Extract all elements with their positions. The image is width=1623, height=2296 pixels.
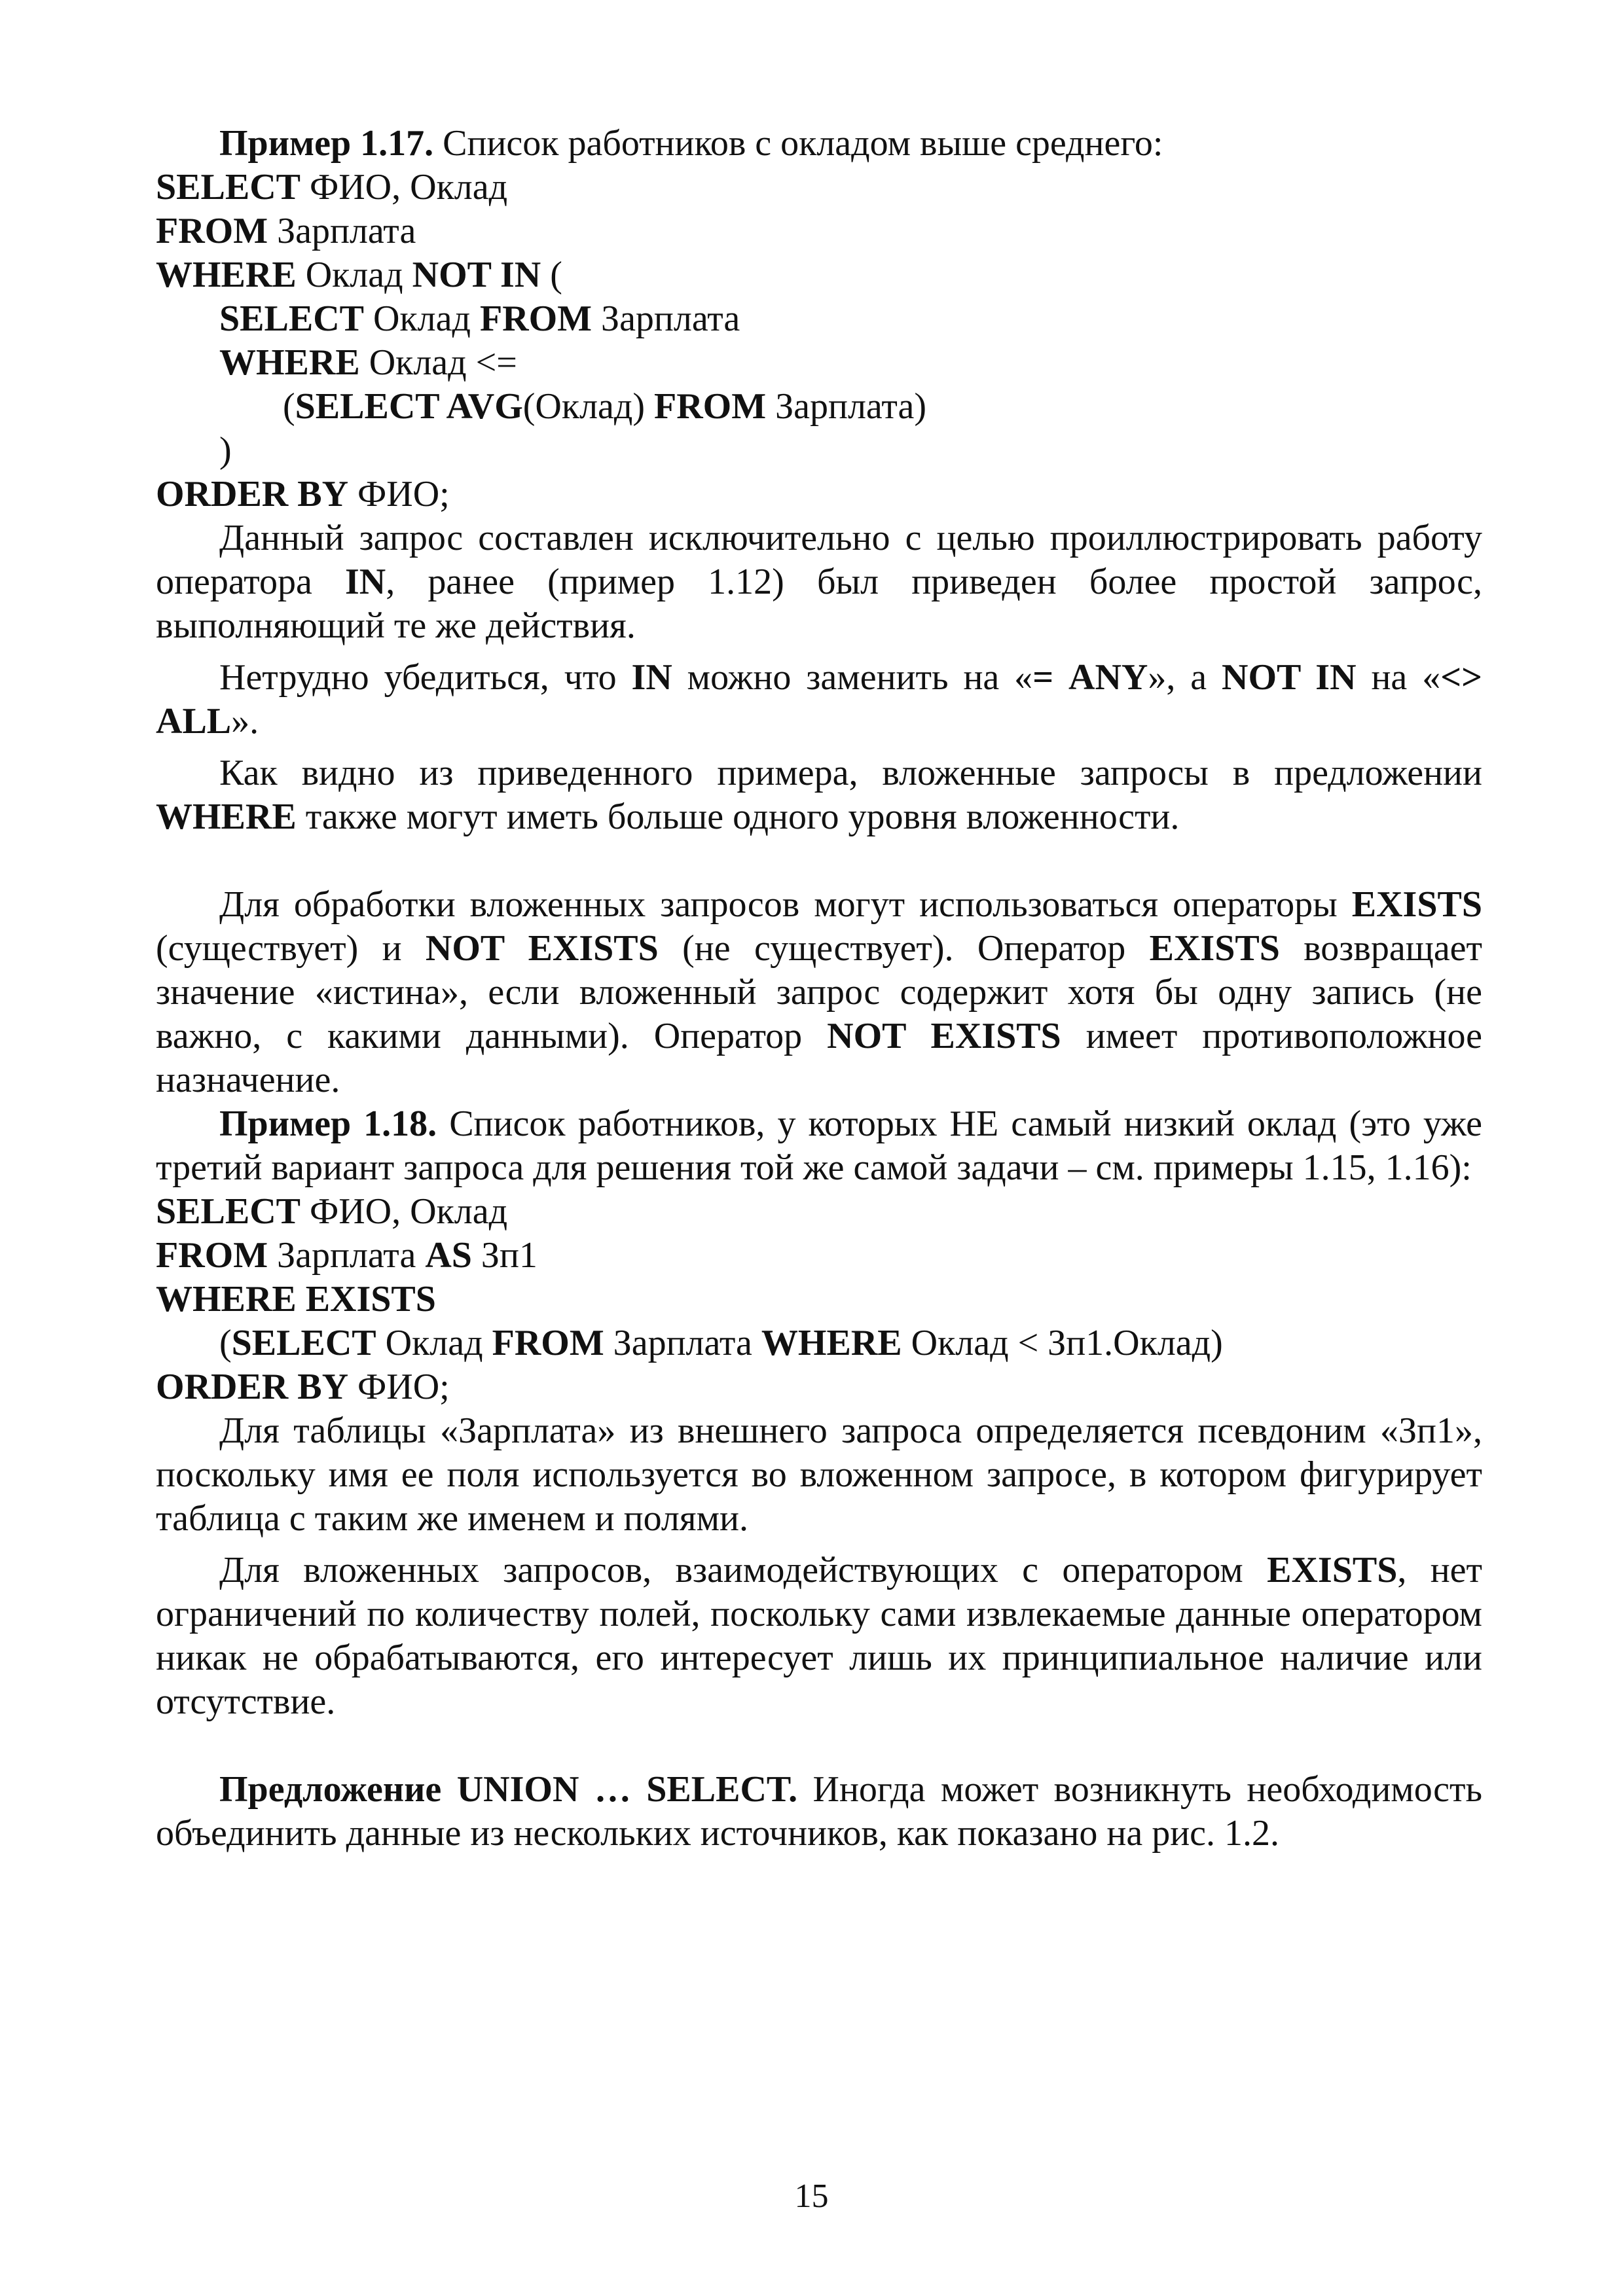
example-heading-label: Пример 1.17. [219,123,434,164]
code-line: WHERE EXISTS [156,1279,436,1319]
paragraph-any-all: Нетрудно убедиться, что IN можно заменить на «= ANY», а NOT IN на «<> ALL». [156,657,1483,742]
code-line: (SELECT Оклад FROM Зарплата WHERE Оклад < Зп1.Оклад) [219,1323,1223,1363]
code-line: SELECT ФИО, Оклад [156,1191,508,1232]
code-line: SELECT Оклад FROM Зарплата [219,298,740,339]
paragraph-alias: Для таблицы «Зарплата» из внешнего запроса определяется псевдоним «Зп1», поскольку имя ее поля используется во вложенном запросе, в котором фигурирует таблица с таким же именем и полями. [156,1410,1482,1539]
page-number: 15 [794,2178,829,2215]
paragraph-exists-fields: Для вложенных запросов, взаимодействующих с оператором EXISTS, нет ограничений по количеству полей, поскольку сами извлекаемые данные оператором никак не обрабатываются, его интересует лишь их принципиальное наличие или отсутствие. [156,1550,1483,1722]
paragraph-exists-intro: Для обработки вложенных запросов могут использоваться операторы EXISTS (существует) и NOT EXISTS (не существует). Оператор EXISTS возвращает значение «истина», если вложенный запрос содержит хотя бы одну запись (не важно, с какими данными). Оператор NOT EXISTS имеет противоположное назначение. [156,884,1482,1100]
code-block-1-18 [156,1190,1482,1409]
code-line: FROM Зарплата AS Зп1 [156,1235,538,1276]
code-line: ORDER BY ФИО; [156,1367,450,1407]
code-block-1-17 [156,166,1482,516]
code-line: WHERE Оклад <= [219,342,517,383]
code-line: SELECT ФИО, Оклад [156,167,508,207]
section-heading: Предложение UNION … SELECT. [219,1769,798,1810]
example-heading-label: Пример 1.18. [219,1103,437,1144]
code-line: ) [219,430,232,471]
code-line: ORDER BY ФИО; [156,474,450,514]
code-line: WHERE Оклад NOT IN ( [156,255,562,295]
code-line: FROM Зарплата [156,211,416,251]
code-line: (SELECT AVG(Оклад) FROM Зарплата) [283,386,926,427]
page-body [156,122,1482,1856]
paragraph-nesting-levels: Как видно из приведенного примера, вложенные запросы в предложении WHERE также могут иметь больше одного уровня вложенности. [156,753,1482,837]
example-1-17-heading: Пример 1.17. Список работников с окладом выше среднего: [219,123,1163,164]
example-1-18-heading: Пример 1.18. Список работников, у которых НЕ самый низкий оклад (это уже третий вариант запроса для решения той же самой задачи – см. примеры 1.15, 1.16): [156,1103,1482,1188]
union-section: Предложение UNION … SELECT. Иногда может возникнуть необходимость объединить данные из нескольких источников, как показано на рис. 1.2. [156,1769,1482,1854]
paragraph-in-operator: Данный запрос составлен исключительно с целью проиллюстрировать работу оператора IN, ранее (пример 1.12) был приведен более простой запрос, выполняющий те же действия. [156,518,1482,646]
